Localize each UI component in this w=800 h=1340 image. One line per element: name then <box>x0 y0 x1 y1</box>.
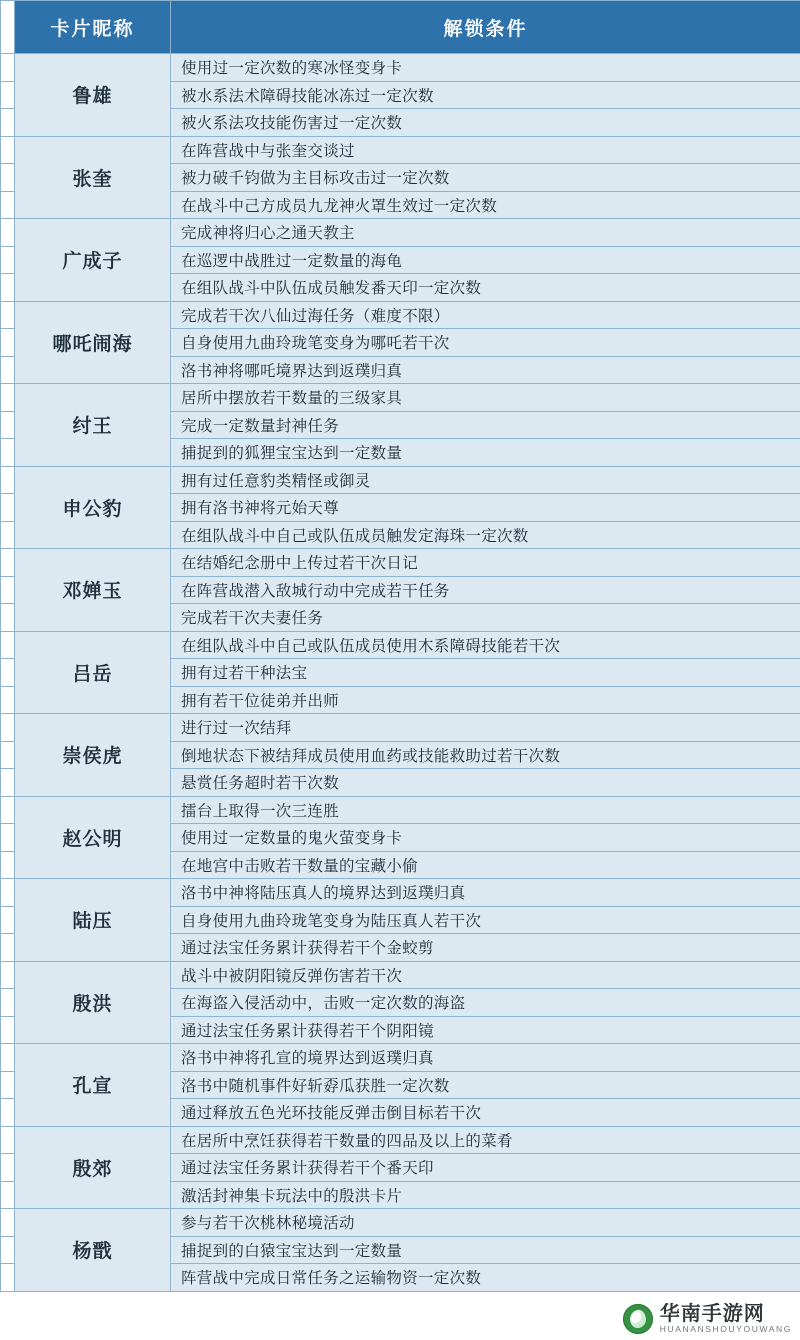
unlock-condition-cell: 在巡逻中战胜过一定数量的海龟 <box>171 246 800 274</box>
row-stub-cell <box>1 714 15 742</box>
table-body <box>1 54 800 1292</box>
unlock-condition-cell: 使用过一定数量的鬼火萤变身卡 <box>171 824 800 852</box>
unlock-condition-cell: 捕捉到的白猿宝宝达到一定数量 <box>171 1236 800 1264</box>
row-stub-cell <box>1 301 15 329</box>
unlock-condition-cell: 洛书中神将陆压真人的境界达到返璞归真 <box>171 879 800 907</box>
leaf-icon <box>623 1304 653 1334</box>
card-nickname-cell: 张奎 <box>15 136 171 219</box>
unlock-condition-cell: 完成神将归心之通天教主 <box>171 219 800 247</box>
row-stub-cell <box>1 191 15 219</box>
unlock-condition-cell: 完成一定数量封神任务 <box>171 411 800 439</box>
row-stub-cell <box>1 934 15 962</box>
card-nickname-cell: 纣王 <box>15 384 171 467</box>
unlock-condition-cell: 洛书中神将孔宣的境界达到返璞归真 <box>171 1044 800 1072</box>
card-nickname-cell: 吕岳 <box>15 631 171 714</box>
row-stub-cell <box>1 356 15 384</box>
unlock-condition-cell: 进行过一次结拜 <box>171 714 800 742</box>
row-stub-cell <box>1 659 15 687</box>
unlock-condition-cell: 通过法宝任务累计获得若干个阴阳镜 <box>171 1016 800 1044</box>
unlock-condition-cell: 拥有过若干种法宝 <box>171 659 800 687</box>
table-row <box>1 549 800 577</box>
row-stub-cell <box>1 1236 15 1264</box>
watermark-site-name: 华南手游网 <box>659 1303 765 1326</box>
unlock-condition-cell: 参与若干次桃林秘境活动 <box>171 1209 800 1237</box>
card-nickname-cell: 广成子 <box>15 219 171 302</box>
row-stub-cell <box>1 961 15 989</box>
row-stub-cell <box>1 109 15 137</box>
unlock-condition-cell: 在战斗中己方成员九龙神火罩生效过一定次数 <box>171 191 800 219</box>
row-stub-cell <box>1 1264 15 1292</box>
unlock-condition-cell: 自身使用九曲玲珑笔变身为陆压真人若干次 <box>171 906 800 934</box>
unlock-condition-cell: 通过法宝任务累计获得若干个番天印 <box>171 1154 800 1182</box>
row-stub-cell <box>1 1154 15 1182</box>
row-stub-cell <box>1 329 15 357</box>
row-stub-cell <box>1 246 15 274</box>
table-row <box>1 136 800 164</box>
row-stub-cell <box>1 879 15 907</box>
row-stub-cell <box>1 494 15 522</box>
row-stub-cell <box>1 824 15 852</box>
row-stub-cell <box>1 1126 15 1154</box>
unlock-condition-cell: 在组队战斗中队伍成员触发番天印一定次数 <box>171 274 800 302</box>
card-nickname-cell: 崇侯虎 <box>15 714 171 797</box>
unlock-condition-cell: 完成若干次八仙过海任务（难度不限） <box>171 301 800 329</box>
table-corner-cell <box>1 1 15 54</box>
column-header-unlock-condition: 解锁条件 <box>171 1 800 54</box>
table-row <box>1 54 800 82</box>
row-stub-cell <box>1 164 15 192</box>
table-row <box>1 301 800 329</box>
table-row <box>1 1126 800 1154</box>
row-stub-cell <box>1 549 15 577</box>
unlock-condition-cell: 完成若干次夫妻任务 <box>171 604 800 632</box>
watermark-site-pinyin: HUANANSHOUYOUWANG <box>659 1324 792 1335</box>
unlock-condition-cell: 被水系法术障碍技能冰冻过一定次数 <box>171 81 800 109</box>
table-row <box>1 796 800 824</box>
row-stub-cell <box>1 686 15 714</box>
table-row <box>1 219 800 247</box>
row-stub-cell <box>1 384 15 412</box>
table-row <box>1 384 800 412</box>
card-nickname-cell: 殷郊 <box>15 1126 171 1209</box>
row-stub-cell <box>1 604 15 632</box>
unlock-condition-cell: 使用过一定次数的寒冰怪变身卡 <box>171 54 800 82</box>
row-stub-cell <box>1 576 15 604</box>
unlock-condition-cell: 在结婚纪念册中上传过若干次日记 <box>171 549 800 577</box>
card-nickname-cell: 殷洪 <box>15 961 171 1044</box>
column-header-card-nickname: 卡片昵称 <box>15 1 171 54</box>
unlock-condition-cell: 洛书中随机事件好斩孬瓜获胜一定次数 <box>171 1071 800 1099</box>
unlock-condition-cell: 拥有洛书神将元始天尊 <box>171 494 800 522</box>
unlock-condition-cell: 在阵营战中与张奎交谈过 <box>171 136 800 164</box>
card-nickname-cell: 邓婵玉 <box>15 549 171 632</box>
row-stub-cell <box>1 741 15 769</box>
watermark-text <box>660 1304 792 1334</box>
table-row <box>1 879 800 907</box>
unlock-condition-cell: 居所中摆放若干数量的三级家具 <box>171 384 800 412</box>
card-nickname-cell: 申公豹 <box>15 466 171 549</box>
unlock-condition-cell: 在阵营战潜入敌城行动中完成若干任务 <box>171 576 800 604</box>
card-nickname-cell: 鲁雄 <box>15 54 171 137</box>
row-stub-cell <box>1 1016 15 1044</box>
unlock-condition-cell: 在居所中烹饪获得若干数量的四品及以上的菜肴 <box>171 1126 800 1154</box>
table-head <box>1 1 800 54</box>
row-stub-cell <box>1 136 15 164</box>
row-stub-cell <box>1 466 15 494</box>
table-row <box>1 961 800 989</box>
row-stub-cell <box>1 54 15 82</box>
row-stub-cell <box>1 631 15 659</box>
row-stub-cell <box>1 1181 15 1209</box>
row-stub-cell <box>1 851 15 879</box>
watermark <box>623 1304 792 1334</box>
unlock-condition-cell: 捕捉到的狐狸宝宝达到一定数量 <box>171 439 800 467</box>
row-stub-cell <box>1 521 15 549</box>
table-row <box>1 1209 800 1237</box>
table-header-row <box>1 1 800 54</box>
card-nickname-cell: 杨戬 <box>15 1209 171 1292</box>
row-stub-cell <box>1 274 15 302</box>
unlock-condition-cell: 倒地状态下被结拜成员使用血药或技能救助过若干次数 <box>171 741 800 769</box>
unlock-condition-cell: 战斗中被阴阳镜反弹伤害若干次 <box>171 961 800 989</box>
unlock-condition-cell: 通过释放五色光环技能反弹击倒目标若干次 <box>171 1099 800 1127</box>
unlock-condition-cell: 通过法宝任务累计获得若干个金蛟剪 <box>171 934 800 962</box>
unlock-condition-cell: 洛书神将哪吒境界达到返璞归真 <box>171 356 800 384</box>
row-stub-cell <box>1 989 15 1017</box>
row-stub-cell <box>1 1099 15 1127</box>
unlock-condition-cell: 擂台上取得一次三连胜 <box>171 796 800 824</box>
row-stub-cell <box>1 769 15 797</box>
unlock-condition-cell: 拥有过任意豹类精怪或御灵 <box>171 466 800 494</box>
card-nickname-cell: 赵公明 <box>15 796 171 879</box>
row-stub-cell <box>1 219 15 247</box>
unlock-condition-cell: 被火系法攻技能伤害过一定次数 <box>171 109 800 137</box>
row-stub-cell <box>1 439 15 467</box>
unlock-condition-cell: 在海盗入侵活动中，击败一定次数的海盗 <box>171 989 800 1017</box>
row-stub-cell <box>1 1209 15 1237</box>
unlock-condition-cell: 在组队战斗中自己或队伍成员使用木系障碍技能若干次 <box>171 631 800 659</box>
unlock-condition-cell: 阵营战中完成日常任务之运输物资一定次数 <box>171 1264 800 1292</box>
row-stub-cell <box>1 411 15 439</box>
table-row <box>1 631 800 659</box>
unlock-condition-cell: 激活封神集卡玩法中的殷洪卡片 <box>171 1181 800 1209</box>
row-stub-cell <box>1 796 15 824</box>
row-stub-cell <box>1 1071 15 1099</box>
unlock-condition-cell: 被力破千钧做为主目标攻击过一定次数 <box>171 164 800 192</box>
unlock-condition-cell: 自身使用九曲玲珑笔变身为哪吒若干次 <box>171 329 800 357</box>
card-nickname-cell: 陆压 <box>15 879 171 962</box>
card-nickname-cell: 哪吒闹海 <box>15 301 171 384</box>
unlock-condition-cell: 在地宫中击败若干数量的宝藏小偷 <box>171 851 800 879</box>
card-nickname-cell: 孔宣 <box>15 1044 171 1127</box>
row-stub-cell <box>1 906 15 934</box>
table-row <box>1 466 800 494</box>
unlock-condition-cell: 在组队战斗中自己或队伍成员触发定海珠一定次数 <box>171 521 800 549</box>
row-stub-cell <box>1 81 15 109</box>
table-row <box>1 714 800 742</box>
unlock-condition-cell: 悬赏任务超时若干次数 <box>171 769 800 797</box>
unlock-condition-cell: 拥有若干位徒弟并出师 <box>171 686 800 714</box>
table-row <box>1 1044 800 1072</box>
row-stub-cell <box>1 1044 15 1072</box>
